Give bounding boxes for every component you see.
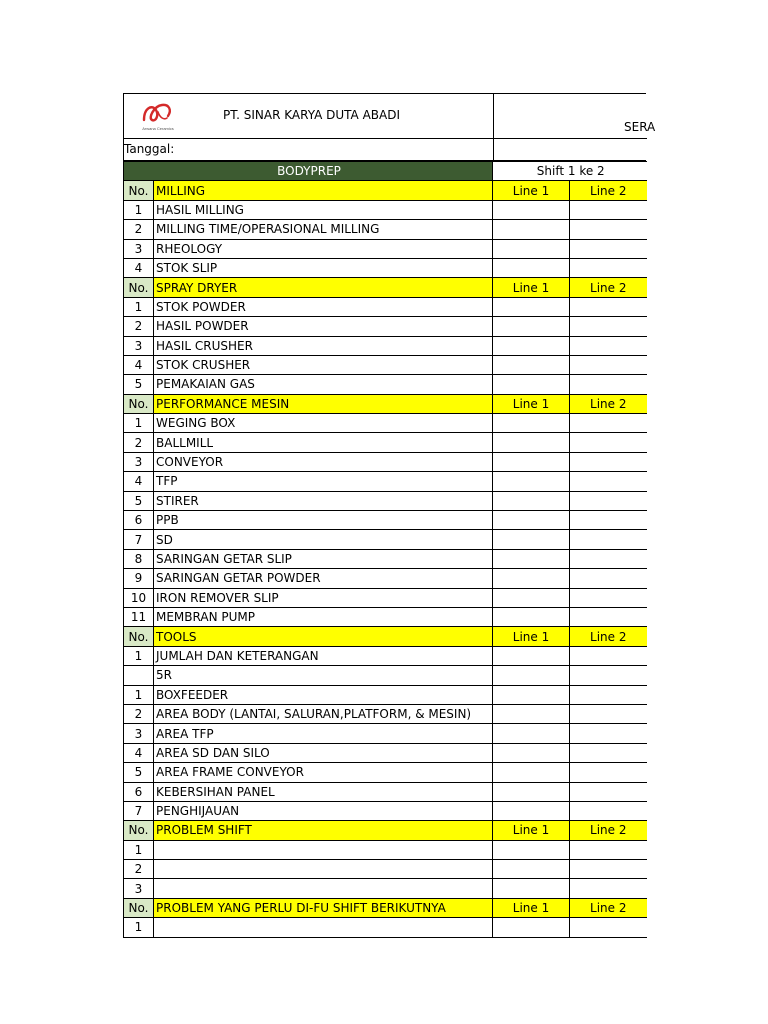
line1-cell[interactable]	[493, 239, 570, 258]
line2-cell[interactable]	[570, 607, 647, 626]
section-header-row	[124, 627, 647, 646]
checklist-row	[124, 355, 647, 374]
line1-cell[interactable]	[493, 200, 570, 219]
section-header-row	[124, 898, 647, 917]
item-number: 1	[124, 685, 154, 704]
logo-text: Arwana Ceramics	[142, 126, 174, 131]
company-cell	[124, 94, 494, 139]
line1-cell[interactable]	[493, 879, 570, 898]
item-number: 4	[124, 472, 154, 491]
item-label: STOK CRUSHER	[154, 355, 493, 374]
item-number: 10	[124, 588, 154, 607]
line2-cell[interactable]	[570, 918, 647, 937]
checklist-row	[124, 200, 647, 219]
item-number: 8	[124, 549, 154, 568]
line1-header: Line 1	[493, 278, 570, 297]
line2-cell[interactable]	[570, 704, 647, 723]
line1-cell[interactable]	[493, 801, 570, 820]
line2-cell[interactable]	[570, 840, 647, 859]
line2-cell[interactable]	[570, 763, 647, 782]
checklist-row	[124, 375, 647, 394]
item-label: HASIL CRUSHER	[154, 336, 493, 355]
company-logo	[138, 100, 178, 132]
line1-header: Line 1	[493, 627, 570, 646]
date-right-cell	[493, 138, 647, 160]
section-title: SPRAY DRYER	[154, 278, 493, 297]
item-number: 2	[124, 433, 154, 452]
item-label: HASIL MILLING	[154, 200, 493, 219]
line1-cell[interactable]	[493, 569, 570, 588]
line2-cell[interactable]	[570, 782, 647, 801]
line1-cell[interactable]	[493, 646, 570, 665]
checklist-body	[124, 162, 647, 938]
line2-cell[interactable]	[570, 355, 647, 374]
checklist-row	[124, 860, 647, 879]
no-header: No.	[124, 278, 154, 297]
line2-cell[interactable]	[570, 666, 647, 685]
line2-header: Line 2	[570, 181, 647, 200]
company-name: PT. SINAR KARYA DUTA ABADI	[223, 108, 400, 122]
line2-cell[interactable]	[570, 375, 647, 394]
item-label: JUMLAH DAN KETERANGAN	[154, 646, 493, 665]
line2-cell[interactable]	[570, 239, 647, 258]
item-label: STOK SLIP	[154, 258, 493, 277]
date-label: Tanggal:	[124, 142, 175, 156]
item-label: AREA SD DAN SILO	[154, 743, 493, 762]
item-number: 2	[124, 317, 154, 336]
checklist-row	[124, 879, 647, 898]
no-header: No.	[124, 898, 154, 917]
item-label: BALLMILL	[154, 433, 493, 452]
line1-cell[interactable]	[493, 433, 570, 452]
line1-header: Line 1	[493, 181, 570, 200]
checklist-row	[124, 297, 647, 316]
checklist-row	[124, 840, 647, 859]
line1-cell[interactable]	[493, 220, 570, 239]
line1-cell[interactable]	[493, 258, 570, 277]
item-label: TFP	[154, 472, 493, 491]
line1-cell[interactable]	[493, 472, 570, 491]
line2-cell[interactable]	[570, 220, 647, 239]
line1-cell[interactable]	[493, 297, 570, 316]
bodyprep-row	[124, 162, 647, 181]
item-number: 4	[124, 355, 154, 374]
checklist-row	[124, 414, 647, 433]
item-label: PENGHIJAUAN	[154, 801, 493, 820]
item-number: 11	[124, 607, 154, 626]
line2-cell[interactable]	[570, 414, 647, 433]
item-number: 5	[124, 491, 154, 510]
line2-cell[interactable]	[570, 433, 647, 452]
line2-cell[interactable]	[570, 511, 647, 530]
line1-cell[interactable]	[493, 491, 570, 510]
report-title: SERA	[624, 120, 656, 134]
line1-cell[interactable]	[493, 588, 570, 607]
item-label: SD	[154, 530, 493, 549]
line2-header: Line 2	[570, 627, 647, 646]
checklist-row	[124, 918, 647, 937]
item-label: 5R	[154, 666, 493, 685]
checklist-row	[124, 491, 647, 510]
item-number: 6	[124, 511, 154, 530]
section-header-row	[124, 181, 647, 200]
shift-label: Shift 1 ke 2	[493, 162, 647, 181]
line2-header: Line 2	[570, 821, 647, 840]
section-title: PERFORMANCE MESIN	[154, 394, 493, 413]
checklist-table	[123, 161, 647, 938]
item-number: 2	[124, 220, 154, 239]
checklist-row	[124, 666, 647, 685]
line1-cell[interactable]	[493, 336, 570, 355]
checklist-row	[124, 685, 647, 704]
line2-cell[interactable]	[570, 879, 647, 898]
item-label: RHEOLOGY	[154, 239, 493, 258]
sheet-header	[123, 93, 656, 139]
item-label: SARINGAN GETAR SLIP	[154, 549, 493, 568]
line1-cell[interactable]	[493, 840, 570, 859]
line2-cell[interactable]	[570, 297, 647, 316]
line1-cell[interactable]	[493, 549, 570, 568]
line1-cell[interactable]	[493, 763, 570, 782]
line1-cell[interactable]	[493, 782, 570, 801]
line2-cell[interactable]	[570, 258, 647, 277]
item-number: 1	[124, 918, 154, 937]
line2-cell[interactable]	[570, 646, 647, 665]
line1-cell[interactable]	[493, 704, 570, 723]
section-title: PROBLEM YANG PERLU DI-FU SHIFT BERIKUTNYA	[154, 898, 493, 917]
line2-cell[interactable]	[570, 685, 647, 704]
line1-cell[interactable]	[493, 607, 570, 626]
item-label: IRON REMOVER SLIP	[154, 588, 493, 607]
item-number: 3	[124, 239, 154, 258]
line2-header: Line 2	[570, 278, 647, 297]
item-label: CONVEYOR	[154, 452, 493, 471]
section-title: PROBLEM SHIFT	[154, 821, 493, 840]
section-title: MILLING	[154, 181, 493, 200]
section-header-row	[124, 394, 647, 413]
item-label: MILLING TIME/OPERASIONAL MILLING	[154, 220, 493, 239]
line1-header: Line 1	[493, 898, 570, 917]
section-title: TOOLS	[154, 627, 493, 646]
line1-cell[interactable]	[493, 511, 570, 530]
item-label: AREA TFP	[154, 724, 493, 743]
item-number: 2	[124, 860, 154, 879]
checklist-row	[124, 801, 647, 820]
line1-cell[interactable]	[493, 375, 570, 394]
no-header: No.	[124, 821, 154, 840]
item-label: PEMAKAIAN GAS	[154, 375, 493, 394]
checklist-row	[124, 782, 647, 801]
item-label: MEMBRAN PUMP	[154, 607, 493, 626]
item-label: BOXFEEDER	[154, 685, 493, 704]
item-label: AREA FRAME CONVEYOR	[154, 763, 493, 782]
item-number: 4	[124, 258, 154, 277]
item-label	[154, 860, 493, 879]
date-row	[123, 139, 646, 161]
line2-cell[interactable]	[570, 549, 647, 568]
no-header: No.	[124, 627, 154, 646]
item-label: HASIL POWDER	[154, 317, 493, 336]
line1-cell[interactable]	[493, 452, 570, 471]
item-number: 2	[124, 704, 154, 723]
line1-cell[interactable]	[493, 355, 570, 374]
line1-header: Line 1	[493, 394, 570, 413]
item-label: KEBERSIHAN PANEL	[154, 782, 493, 801]
line2-cell[interactable]	[570, 530, 647, 549]
line1-cell[interactable]	[493, 860, 570, 879]
line2-cell[interactable]	[570, 336, 647, 355]
line1-cell[interactable]	[493, 530, 570, 549]
bodyprep-label: BODYPREP	[124, 162, 493, 181]
line2-cell[interactable]	[570, 743, 647, 762]
item-number	[124, 666, 154, 685]
item-number: 9	[124, 569, 154, 588]
checklist-row	[124, 763, 647, 782]
item-number: 3	[124, 452, 154, 471]
line2-cell[interactable]	[570, 724, 647, 743]
line2-cell[interactable]	[570, 801, 647, 820]
checklist-row	[124, 258, 647, 277]
line2-cell[interactable]	[570, 317, 647, 336]
section-header-row	[124, 821, 647, 840]
line1-cell[interactable]	[493, 724, 570, 743]
no-header: No.	[124, 181, 154, 200]
line2-cell[interactable]	[570, 491, 647, 510]
item-number: 7	[124, 801, 154, 820]
report-sheet	[123, 93, 656, 938]
line2-cell[interactable]	[570, 472, 647, 491]
item-number: 1	[124, 646, 154, 665]
line2-cell[interactable]	[570, 860, 647, 879]
item-label: STIRER	[154, 491, 493, 510]
line2-cell[interactable]	[570, 569, 647, 588]
checklist-row	[124, 452, 647, 471]
line2-header: Line 2	[570, 898, 647, 917]
checklist-row	[124, 336, 647, 355]
item-number: 1	[124, 414, 154, 433]
item-label	[154, 840, 493, 859]
checklist-row	[124, 433, 647, 452]
item-label: WEGING BOX	[154, 414, 493, 433]
checklist-row	[124, 220, 647, 239]
checklist-row	[124, 472, 647, 491]
item-label	[154, 879, 493, 898]
item-number: 6	[124, 782, 154, 801]
item-label: PPB	[154, 511, 493, 530]
section-header-row	[124, 278, 647, 297]
line1-cell[interactable]	[493, 414, 570, 433]
item-number: 4	[124, 743, 154, 762]
no-header: No.	[124, 394, 154, 413]
item-number: 3	[124, 879, 154, 898]
item-label: AREA BODY (LANTAI, SALURAN,PLATFORM, & MESIN)	[154, 704, 493, 723]
checklist-row	[124, 569, 647, 588]
checklist-row	[124, 743, 647, 762]
item-number: 3	[124, 336, 154, 355]
item-number: 1	[124, 200, 154, 219]
line1-cell[interactable]	[493, 317, 570, 336]
item-number: 3	[124, 724, 154, 743]
line1-cell[interactable]	[493, 743, 570, 762]
line1-cell[interactable]	[493, 918, 570, 937]
item-label: SARINGAN GETAR POWDER	[154, 569, 493, 588]
checklist-row	[124, 239, 647, 258]
line2-cell[interactable]	[570, 200, 647, 219]
line2-cell[interactable]	[570, 588, 647, 607]
item-number: 5	[124, 763, 154, 782]
checklist-row	[124, 511, 647, 530]
checklist-row	[124, 724, 647, 743]
checklist-row	[124, 530, 647, 549]
line1-cell[interactable]	[493, 666, 570, 685]
checklist-row	[124, 317, 647, 336]
line1-header: Line 1	[493, 821, 570, 840]
checklist-row	[124, 704, 647, 723]
item-number: 1	[124, 840, 154, 859]
item-label	[154, 918, 493, 937]
checklist-row	[124, 549, 647, 568]
checklist-row	[124, 588, 647, 607]
line1-cell[interactable]	[493, 685, 570, 704]
item-number: 5	[124, 375, 154, 394]
checklist-row	[124, 607, 647, 626]
line2-cell[interactable]	[570, 452, 647, 471]
item-label: STOK POWDER	[154, 297, 493, 316]
item-number: 1	[124, 297, 154, 316]
line2-header: Line 2	[570, 394, 647, 413]
checklist-row	[124, 646, 647, 665]
item-number: 7	[124, 530, 154, 549]
